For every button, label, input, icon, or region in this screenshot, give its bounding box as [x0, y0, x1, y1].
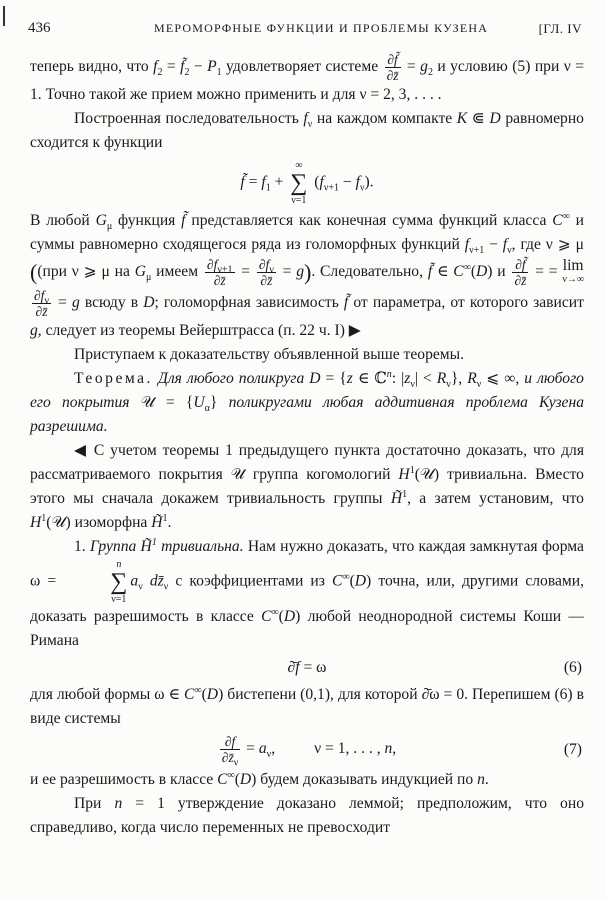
theorem-label: Теорема.	[74, 370, 153, 387]
running-title: МЕРОМОРФНЫЕ ФУНКЦИИ И ПРОБЛЕМЫ КУЗЕНА	[154, 21, 489, 35]
paragraph-7: При n = 1 утверждение доказано леммой; предположим, что оно справедливо, когда число переменных не превосходит	[30, 795, 584, 836]
page-body	[30, 52, 584, 840]
equation-7-number: (7)	[563, 740, 582, 758]
series-formula: f̃ = $f_1$ + ∞ ∑ ν=1 $(f_{\nu+1} - f_\nu)$.	[240, 160, 374, 206]
paragraph-4: Приступаем к доказательству объявленной выше теоремы.	[74, 346, 465, 363]
running-header	[28, 20, 582, 44]
equation-6-number: (6)	[563, 659, 582, 676]
theorem-statement: Теорема. Для любого поликруга D = {z ∈ ℂ$^n$: $|z_\nu| < R_\nu$}, $R_\nu$ ⩽ ∞, и любого его покрытия 𝒰 = $\{U_\alpha\}$ поликругами любая аддитивная проблема Кузена разрешима.	[30, 368, 584, 435]
equation-6: ∂̄f = ω (6)	[30, 656, 584, 680]
chapter-label: [ГЛ. IV	[538, 21, 582, 36]
paragraph-2: Построенная последовательность $f_\nu$ на каждом компакте K ⋐ D равномерно сходится к функции	[30, 110, 584, 151]
paragraph-5: для любой формы ω ∈ C∞(D) бистепени (0,1), для которой ∂̄ω = 0. Перепишем (6) в виде системы	[30, 684, 584, 727]
part-1: 1. Группа H̃$^1$ тривиальна. Нам нужно доказать, что каждая замкнутая форма ω = n ∑ ν=1 $a_\nu$ $dz̄_\nu$ с коэффициентами из C∞(D) точна, или, другими словами, доказать разрешимость в классе C∞(D) любой неоднородной системы Коши — Римана	[30, 536, 585, 649]
equation-7: $\frac{\partial f}{\partial z̄_\nu}$ = $a_\nu$, ν = 1, . . . , n, (7)	[221, 734, 582, 769]
scan-edge-mark	[3, 6, 5, 26]
proof-intro: ◀ С учетом теоремы 1 предыдущего пункта достаточно доказать, что для рассматриваемого покрытия 𝒰 группа когомологий $H^1(𝒰)$ тривиальна. Вместо этого мы сначала докажем тривиальность группы H̃$^1$, а затем установим, что $H^1(𝒰)$ изоморфна H̃$^1$.	[30, 442, 584, 531]
paragraph-3: В любой $G_\mu$ функция f̃ представляется как конечная сумма функций класса C∞ и суммы равномерно сходящегося ряда из голоморфных функций $f_{\nu+1} - f_\nu$, где ν ⩾ μ ((при ν ⩾ μ на $G_\mu$ имеем $\frac{\partial f_{\nu+1}}{\partial z̄}$ = $\frac{\partial f_\nu}{\partial z̄}$ = g). Следовательно, f̃ ∈ C∞(D) и $\frac{\partial f̃}{\partial z̄}$ = = lim ν→∞ $\frac{\partial f_\nu}{\partial z̄}$ = g всюду в D; голоморфная зависимость f̃ от параметра, от которого зависит g, следует из теоремы Вейерштрасса (п. 22 ч. I) ▶	[30, 210, 585, 339]
paragraph-6: и ее разрешимость в классе C∞(D) будем доказывать индукцией по n.	[30, 769, 489, 788]
page-number: 436	[28, 20, 51, 36]
paragraph-1: теперь видно, что $f_2$ = $f̃_2 - P_1$ удовлетворяет системе $\frac{\partial f̃}{\partial z̄}$ = $g_2$ и условию (5) при ν = 1. Точно такой же прием можно применить и для ν = 2, 3, . . . .	[30, 52, 584, 103]
